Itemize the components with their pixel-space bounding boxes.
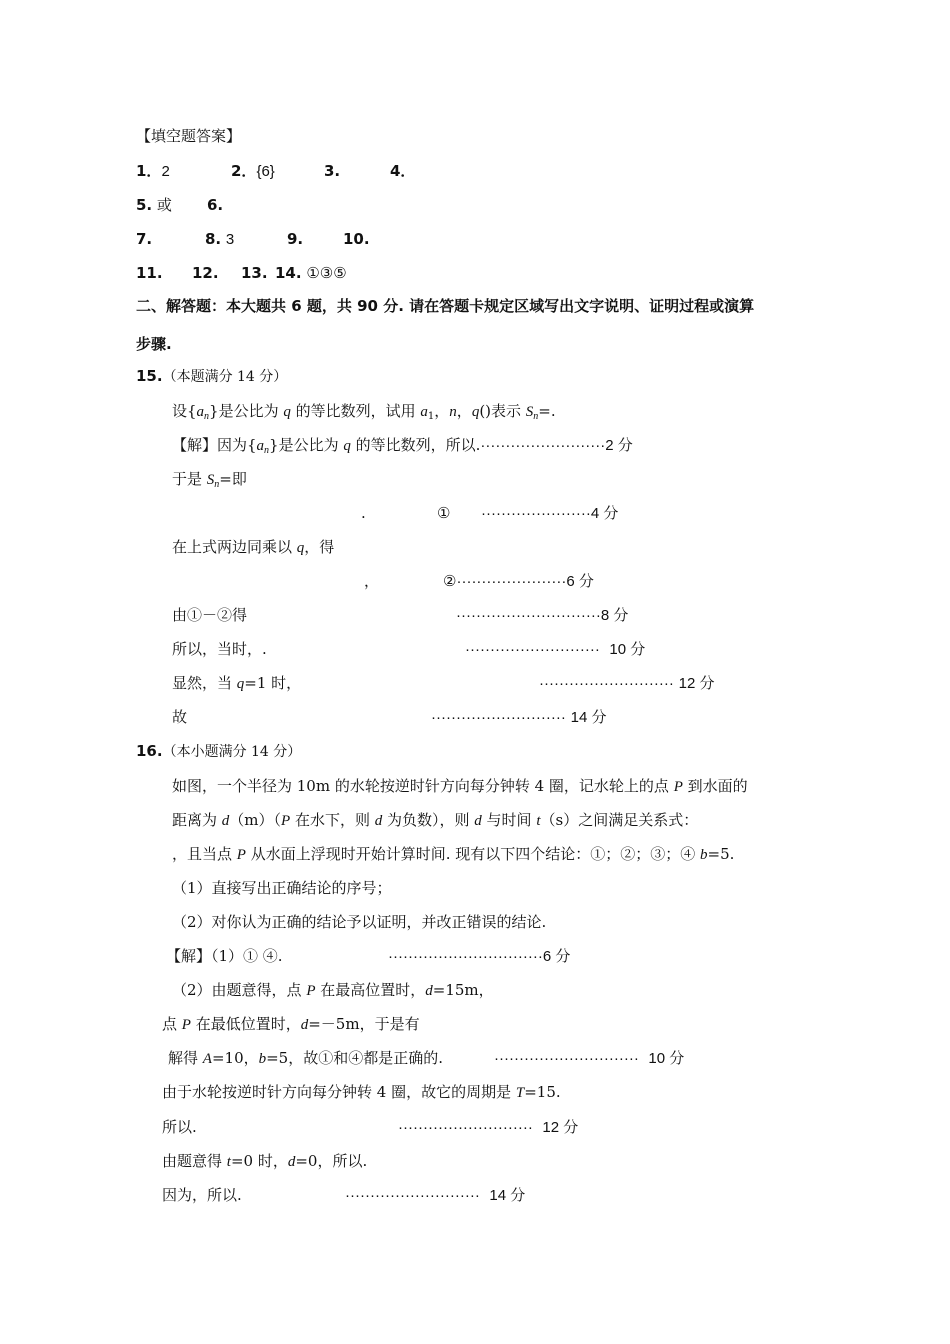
score: 2 分: [605, 437, 633, 454]
text: 在最低位置时，: [190, 1015, 301, 1033]
text: 的等比数列，试用: [290, 402, 421, 420]
q16-part-2: （2）对你认为正确的结论予以证明，并改正错误的结论.: [172, 913, 547, 931]
q15-eq1-marker: ①: [437, 504, 451, 522]
question-number: 3.: [324, 162, 341, 180]
text: }是公比为: [269, 436, 344, 454]
answer-value: {6}: [256, 163, 275, 180]
question-points: （本题满分 14 分）: [162, 369, 288, 385]
question-number: 5.: [136, 196, 153, 214]
q16-score-line-4: [494, 1048, 684, 1069]
q15-solution-line-6: 由①－②得: [172, 606, 248, 624]
text: 显然，当: [172, 674, 237, 692]
subscript: n: [214, 479, 220, 490]
var: P: [306, 983, 316, 999]
text: 在最高位置时，: [315, 981, 426, 999]
answer-11: [136, 263, 163, 283]
var: d: [425, 983, 433, 999]
question-number: 15.: [136, 367, 163, 385]
score: 6 分: [542, 948, 571, 965]
q15-solution-line-9: 故: [172, 708, 188, 726]
text: =10，: [211, 1049, 259, 1067]
answer-14: [275, 263, 347, 283]
var: a: [196, 404, 205, 420]
answer-13: [241, 263, 268, 283]
score: 14 分: [489, 1187, 526, 1204]
var: q: [236, 676, 245, 692]
question-number: 6.: [207, 196, 224, 214]
q15-eq2-comma: ，: [364, 572, 380, 590]
q16-score-line-6: [398, 1117, 578, 1138]
q15-score-line-8: [539, 673, 715, 694]
text: 如图，一个半径为 10m 的水轮按逆时针方向每分钟转 4 圈，记水轮上的点: [172, 777, 674, 795]
answer-8: [205, 229, 234, 250]
q15-eq1-end: .: [361, 504, 366, 522]
var: d: [221, 813, 230, 829]
var: t: [536, 813, 541, 829]
answer-value: 或: [156, 196, 172, 214]
q16-solution-line-4: [168, 1048, 443, 1069]
score-dots: ···························: [431, 709, 566, 726]
score-dots: ·······························: [388, 948, 543, 965]
text: =即: [219, 470, 247, 488]
q16-solution-line-2: [172, 980, 494, 1001]
text: 从水面上浮现时开始计算时间. 现有以下四个结论：①；②；③；④: [245, 845, 701, 863]
text: 解得: [168, 1049, 203, 1067]
text: （m）（: [229, 811, 282, 829]
var: q: [471, 404, 480, 420]
q15-solution-line-8: [172, 673, 301, 694]
question-15-header: [136, 366, 287, 387]
text: =15.: [524, 1083, 561, 1101]
var: b: [258, 1051, 267, 1067]
q15-score-line-7: [465, 639, 645, 660]
q16-stem-line-3: [172, 844, 734, 865]
var: q: [296, 540, 305, 556]
question-number: 11.: [136, 264, 163, 282]
text: =5.: [707, 845, 735, 863]
answers-header: 【填空题答案】: [136, 127, 242, 145]
text: 在上式两边同乘以: [172, 538, 297, 556]
answer-value: ①③⑤: [306, 264, 347, 282]
var: S: [525, 404, 534, 420]
q16-solution-line-3: [162, 1014, 420, 1035]
text: =.: [538, 402, 556, 420]
q15-solution-line-2: [172, 469, 247, 495]
var: d: [374, 813, 383, 829]
subscript: n: [533, 411, 539, 422]
text: ，: [456, 402, 472, 420]
text: ，得: [304, 538, 335, 556]
question-number: 1．: [136, 162, 162, 180]
text: 于是: [172, 470, 207, 488]
text: =5，故①和④都是正确的.: [266, 1049, 443, 1067]
var: T: [515, 1085, 525, 1101]
answer-value: 3: [225, 231, 235, 248]
text: 为负数），则: [382, 811, 475, 829]
question-number: 7.: [136, 230, 153, 248]
var: a: [256, 438, 265, 454]
section-heading: 二、解答题：本大题共 6 题，共 90 分. 请在答题卡规定区域写出文字说明、证明过程或演算: [136, 297, 755, 315]
score-dots: ·····························: [456, 607, 601, 624]
question-number: 14.: [275, 264, 302, 282]
q15-score-line-3: [481, 503, 618, 524]
text: =1 时，: [244, 674, 302, 692]
score-dots: ······················: [456, 573, 567, 590]
var: d: [474, 813, 482, 829]
question-16-header: [136, 741, 301, 762]
text: 到水面的: [682, 777, 748, 795]
q16-solution-line-6: 所以.: [162, 1118, 197, 1136]
text: =－5m，于是有: [308, 1015, 420, 1033]
question-points: （本小题满分 14 分）: [162, 744, 302, 760]
var: P: [236, 847, 246, 863]
q15-score-line-6: [456, 605, 628, 626]
score-dots: ···························: [465, 641, 600, 658]
answer-1: [136, 161, 170, 182]
answer-10: [343, 229, 370, 249]
score: 6 分: [566, 573, 594, 590]
var: t: [226, 1154, 231, 1170]
var: P: [181, 1017, 191, 1033]
answer-12: [192, 263, 219, 283]
subscript: n: [204, 411, 210, 422]
score: 8 分: [600, 607, 629, 624]
text: =0 时，: [230, 1152, 288, 1170]
var: q: [343, 438, 351, 454]
answer-value: 2: [161, 163, 170, 180]
q16-stem-line-1: [172, 776, 748, 797]
q15-score-line-9: [431, 707, 607, 728]
var: b: [700, 847, 708, 863]
answer-3: [324, 161, 340, 181]
text: （2）由题意得，点: [172, 981, 307, 999]
text: 设{: [172, 402, 197, 420]
q16-solution-line-7: [162, 1151, 367, 1172]
answer-2: [231, 161, 275, 182]
text: ，: [434, 402, 450, 420]
q15-score-line-5: [443, 571, 594, 592]
score-dots: ···························: [539, 675, 674, 692]
score: 14 分: [570, 709, 607, 726]
q16-solution-line-5: [162, 1082, 561, 1103]
var: P: [673, 779, 683, 795]
text: 点: [162, 1015, 182, 1033]
text: 由于水轮按逆时针方向每分钟转 4 圈，故它的周期是: [162, 1083, 516, 1101]
q16-part-1: （1）直接写出正确结论的序号；: [172, 879, 392, 897]
q16-score-line-1: [388, 946, 570, 967]
score: 12 分: [678, 675, 715, 692]
text: 在水下，则: [290, 811, 375, 829]
text: 【解】因为{: [172, 436, 257, 454]
var: A: [202, 1051, 212, 1067]
q16-score-line-8: [345, 1185, 525, 1206]
answer-7: [136, 229, 152, 249]
question-number: 12.: [192, 264, 219, 282]
question-15-stem: [172, 401, 556, 427]
var: d: [287, 1154, 296, 1170]
eq-marker: ②: [443, 572, 457, 590]
text: ，且当点: [172, 845, 237, 863]
var: q: [283, 404, 291, 420]
text: }是公比为: [209, 402, 284, 420]
score: 10 分: [609, 641, 646, 658]
question-number: 10.: [343, 230, 370, 248]
text: =15m，: [432, 981, 494, 999]
answer-9: [287, 229, 303, 249]
text: 的等比数列，所以.: [350, 436, 481, 454]
var: n: [449, 404, 457, 420]
q16-solution-line-8: 因为，所以.: [162, 1186, 242, 1204]
score: 12 分: [542, 1119, 579, 1136]
score-dots: ···························: [398, 1119, 533, 1136]
text: 由题意得: [162, 1152, 227, 1170]
subscript: 1: [427, 411, 435, 422]
answer-6: [207, 195, 223, 215]
text: ()表示: [479, 402, 526, 420]
question-number: 16.: [136, 742, 163, 760]
var: P: [281, 813, 291, 829]
section-heading-cont: 步骤.: [136, 335, 172, 353]
text: 与时间: [481, 811, 537, 829]
score: 4 分: [590, 505, 619, 522]
q16-stem-line-2: [172, 810, 698, 831]
subscript: n: [264, 445, 270, 456]
question-number: 13.: [241, 264, 268, 282]
question-number: 4．: [390, 162, 416, 180]
question-number: 2．: [231, 162, 257, 180]
text: 距离为: [172, 811, 222, 829]
var: d: [300, 1017, 309, 1033]
q15-solution-line-1: [172, 435, 633, 461]
question-number: 8.: [205, 230, 222, 248]
var: S: [206, 472, 215, 488]
score: 10 分: [648, 1050, 685, 1067]
q16-solution-line-1: 【解】（1）① ④.: [166, 947, 283, 965]
var: a: [420, 404, 428, 420]
q15-solution-line-4: [172, 537, 334, 558]
text: （s）之间满足关系式：: [540, 811, 699, 829]
answer-5: [136, 195, 172, 215]
score-dots: ·························: [480, 437, 606, 454]
score-dots: ·····························: [494, 1050, 639, 1067]
score-dots: ···························: [345, 1187, 480, 1204]
question-number: 9.: [287, 230, 304, 248]
score-dots: ······················: [481, 505, 591, 522]
answer-4: [390, 161, 415, 181]
q15-solution-line-7: 所以，当时，.: [172, 640, 267, 658]
text: =0，所以.: [295, 1152, 368, 1170]
